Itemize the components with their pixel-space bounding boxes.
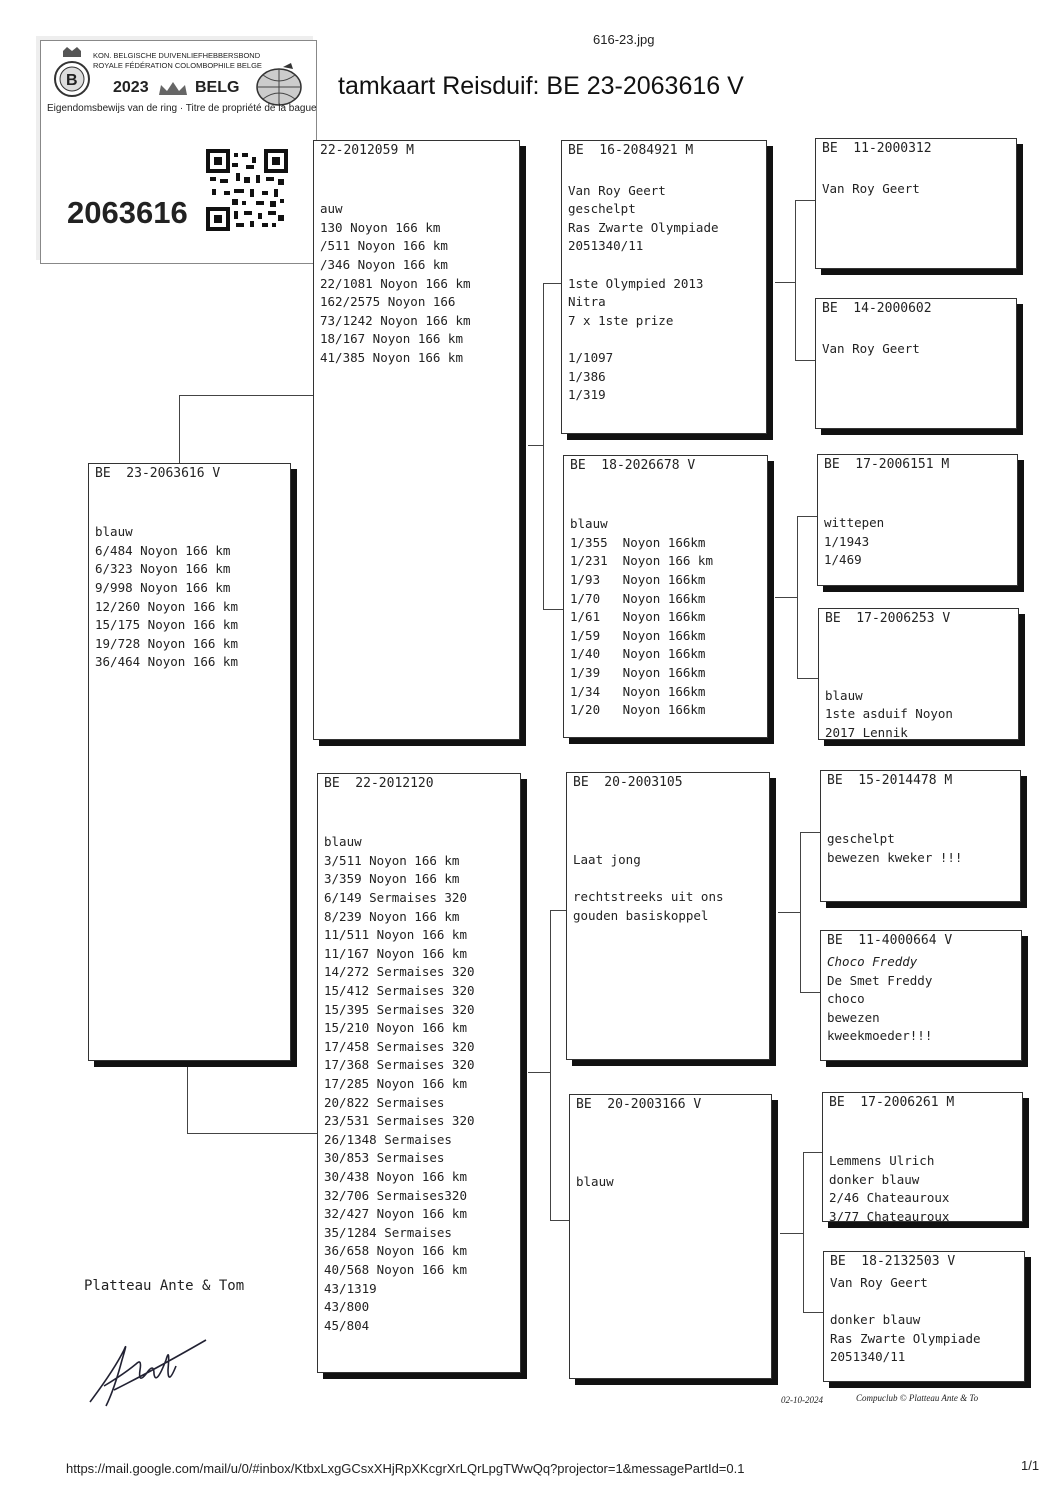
pigeon-detail-line: 1/34 Noyon 166km bbox=[570, 683, 706, 699]
print-url: https://mail.google.com/mail/u/0/#inbox/KtbxLxgGCsxXHjRpXKcgrXrLQrLpgTWwQq?projector=1&messagePartId=0.1 bbox=[66, 1461, 745, 1476]
connector bbox=[797, 678, 819, 679]
pigeon-mother bbox=[317, 773, 521, 1373]
pigeon-detail-line: 17/285 Noyon 166 km bbox=[324, 1076, 467, 1091]
pigeon-detail-line: choco bbox=[827, 991, 865, 1007]
owner-name: Platteau Ante & Tom bbox=[84, 1278, 245, 1294]
pigeon-detail-line: bewezen kweker !!! bbox=[827, 849, 963, 865]
pigeon-detail-line: 6/323 Noyon 166 km bbox=[95, 561, 231, 577]
pigeon-detail-line: 11/511 Noyon 166 km bbox=[324, 927, 467, 943]
pigeon-detail-line: 15/412 Sermaises 320 bbox=[324, 983, 475, 998]
pigeon-fff bbox=[815, 138, 1017, 269]
pigeon-detail-line: 1/59 Noyon 166km bbox=[570, 627, 706, 643]
ring-number-header: BE 23-2063616 V bbox=[95, 466, 221, 481]
pigeon-detail-line: 26/1348 Sermaises bbox=[324, 1131, 452, 1147]
pigeon-detail-line: Nitra bbox=[568, 294, 606, 310]
pigeon-detail-line: 7 x 1ste prize bbox=[568, 312, 674, 328]
pigeon-detail-line: Ras Zwarte Olympiade bbox=[830, 1330, 981, 1346]
connector bbox=[528, 1072, 550, 1073]
pigeon-detail-line: wittepen bbox=[824, 515, 885, 531]
pigeon-detail-line: 32/706 Sermaises320 bbox=[324, 1187, 467, 1203]
ring-number-header: BE 18-2026678 V bbox=[570, 458, 696, 473]
pigeon-detail-line: 3/359 Noyon 166 km bbox=[324, 871, 460, 887]
pigeon-detail-line: blauw bbox=[576, 1173, 614, 1189]
pigeon-detail-line: 130 Noyon 166 km bbox=[320, 219, 441, 235]
pigeon-detail-line: 1/20 Noyon 166km bbox=[570, 702, 706, 718]
pigeon-detail-line: 3/511 Noyon 166 km bbox=[324, 852, 460, 868]
pigeon-detail-line: 2017 Lennik bbox=[825, 725, 908, 740]
pigeon-detail-line: 11/167 Noyon 166 km bbox=[324, 945, 467, 961]
pigeon-ffm bbox=[815, 298, 1017, 429]
connector bbox=[550, 910, 567, 911]
pigeon-detail-line: 1ste Olympied 2013 bbox=[568, 275, 704, 291]
connector bbox=[795, 200, 815, 201]
connector bbox=[797, 516, 798, 678]
connector bbox=[550, 1220, 570, 1221]
pigeon-detail-line: Laat jong bbox=[573, 851, 641, 867]
ring-number-header: BE 17-2006151 M bbox=[824, 457, 950, 472]
pigeon-detail-line: 8/239 Noyon 166 km bbox=[324, 908, 460, 924]
pigeon-detail-line: 1/231 Noyon 166 km bbox=[570, 553, 713, 569]
pigeon-detail-line: kweekmoeder!!! bbox=[827, 1028, 933, 1044]
pigeon-detail-line: 32/427 Noyon 166 km bbox=[324, 1206, 467, 1222]
connector bbox=[780, 1233, 803, 1234]
ring-number-header: BE 17-2006261 M bbox=[829, 1095, 955, 1110]
ring-card-subtitle: Eigendomsbewijs van de ring · Titre de propriété de la bague bbox=[47, 103, 317, 114]
pigeon-detail-line: 18/167 Noyon 166 km bbox=[320, 331, 463, 347]
connector bbox=[775, 597, 797, 598]
pigeon-detail-line: 19/728 Noyon 166 km bbox=[95, 635, 238, 651]
pigeon-father bbox=[313, 140, 520, 740]
connector bbox=[543, 283, 562, 284]
pigeon-detail-line: rechtstreeks uit ons bbox=[573, 889, 724, 904]
pigeon-detail-line: 36/658 Noyon 166 km bbox=[324, 1243, 467, 1259]
ring-number-header: BE 18-2132503 V bbox=[830, 1254, 956, 1269]
pigeon-detail-line: 20/822 Sermaises bbox=[324, 1094, 445, 1110]
pigeon-detail-line: 6/149 Sermaises 320 bbox=[324, 890, 467, 905]
pigeon-detail-line: 17/368 Sermaises 320 bbox=[324, 1057, 475, 1073]
pigeon-detail-line: Ras Zwarte Olympiade bbox=[568, 219, 719, 235]
ring-number-header: BE 17-2006253 V bbox=[825, 611, 951, 626]
pigeon-detail-line: 14/272 Sermaises 320 bbox=[324, 964, 475, 980]
pigeon-detail-line: 1/40 Noyon 166km bbox=[570, 646, 706, 662]
pigeon-fmm bbox=[818, 608, 1019, 740]
signature-mark bbox=[84, 1330, 214, 1412]
print-filename: 616-23.jpg bbox=[593, 32, 655, 47]
ring-number-header: 22-2012059 M bbox=[320, 143, 414, 158]
pigeon-detail-line: De Smet Freddy bbox=[827, 972, 933, 988]
print-page-number: 1/1 bbox=[1021, 1458, 1040, 1473]
page-title: tamkaart Reisduif: BE 23-2063616 V bbox=[338, 72, 744, 100]
connector bbox=[775, 282, 795, 283]
pigeon-detail-line: 1/355 Noyon 166km bbox=[570, 534, 706, 550]
connector bbox=[187, 1133, 317, 1134]
pigeon-detail-line: blauw bbox=[825, 687, 863, 703]
pigeon-detail-line: Van Roy Geert bbox=[830, 1275, 928, 1290]
connector bbox=[795, 360, 815, 361]
pigeon-detail-line: 15/210 Noyon 166 km bbox=[324, 1020, 467, 1036]
pigeon-main bbox=[88, 463, 291, 1061]
connector bbox=[528, 445, 543, 446]
pigeon-mmm bbox=[823, 1251, 1025, 1382]
pigeon-detail-line: /511 Noyon 166 km bbox=[320, 238, 448, 254]
pigeon-detail-line: 1/386 bbox=[568, 368, 606, 384]
pigeon-detail-line: 43/800 bbox=[324, 1299, 370, 1315]
pigeon-mmf bbox=[822, 1092, 1023, 1222]
pigeon-detail-line: donker blauw bbox=[829, 1171, 920, 1187]
pigeon-detail-line: 1/70 Noyon 166km bbox=[570, 590, 706, 606]
crown-icon bbox=[155, 79, 191, 99]
connector bbox=[187, 1062, 188, 1134]
ring-number-header: BE 20-2003166 V bbox=[576, 1097, 702, 1112]
pigeon-detail-line: 30/438 Noyon 166 km bbox=[324, 1169, 467, 1184]
pigeon-detail-line: 40/568 Noyon 166 km bbox=[324, 1262, 467, 1277]
pigeon-detail-line: 6/484 Noyon 166 km bbox=[95, 542, 231, 558]
connector bbox=[797, 516, 817, 517]
ring-number-header: BE 15-2014478 M bbox=[827, 773, 953, 788]
pigeon-detail-line: 45/804 bbox=[324, 1317, 370, 1333]
pigeon-detail-line: 1/93 Noyon 166km bbox=[570, 572, 706, 587]
connector bbox=[800, 832, 820, 833]
connector bbox=[803, 1152, 823, 1153]
pigeon-detail-line: 1ste asduif Noyon bbox=[825, 706, 953, 722]
ring-number-header: BE 20-2003105 bbox=[573, 775, 683, 790]
ring-number-header: BE 11-2000312 bbox=[822, 141, 932, 156]
pigeon-father-mother bbox=[563, 455, 768, 738]
pigeon-detail-line: 1/1097 bbox=[568, 350, 614, 365]
pigeon-detail-line: 2051340/11 bbox=[568, 238, 644, 254]
pigeon-detail-line: 12/260 Noyon 166 km bbox=[95, 598, 238, 614]
ring-year: 2023 bbox=[113, 79, 149, 96]
federation-name-nl: KON. BELGISCHE DUIVENLIEFHEBBERSBOND bbox=[93, 51, 261, 60]
pigeon-detail-line: 1/319 bbox=[568, 387, 606, 403]
pigeon-detail-line: donker blauw bbox=[830, 1312, 921, 1328]
footer-date: 02-10-2024 bbox=[781, 1395, 823, 1405]
connector bbox=[179, 395, 180, 465]
ring-number-header: BE 16-2084921 M bbox=[568, 143, 694, 158]
pigeon-detail-line: 1/1943 bbox=[824, 533, 870, 549]
pigeon-detail-line: 1/469 bbox=[824, 552, 862, 568]
pigeon-detail-line: 36/464 Noyon 166 km bbox=[95, 654, 238, 670]
ring-card bbox=[40, 40, 317, 264]
pigeon-detail-line: Van Roy Geert bbox=[822, 180, 920, 196]
ring-number-header: BE 11-4000664 V bbox=[827, 933, 953, 948]
pigeon-detail-line: 30/853 Sermaises bbox=[324, 1150, 445, 1166]
connector bbox=[800, 832, 801, 992]
connector bbox=[543, 609, 565, 610]
pigeon-father-father bbox=[561, 140, 767, 434]
federation-name-fr: ROYALE FÉDÉRATION COLOMBOPHILE BELGE bbox=[93, 61, 262, 70]
ring-country: BELG bbox=[195, 79, 240, 96]
pigeon-detail-line: 1/39 Noyon 166km bbox=[570, 665, 706, 680]
connector bbox=[803, 1152, 804, 1312]
pigeon-detail-line: 15/175 Noyon 166 km bbox=[95, 617, 238, 633]
pigeon-detail-line: 73/1242 Noyon 166 km bbox=[320, 312, 471, 328]
pigeon-detail-line: 35/1284 Sermaises bbox=[324, 1224, 452, 1240]
pigeon-fmf bbox=[817, 454, 1018, 586]
connector bbox=[778, 912, 800, 913]
connector bbox=[795, 200, 796, 360]
connector bbox=[803, 1312, 823, 1313]
pigeon-detail-line: Lemmens Ulrich bbox=[829, 1153, 935, 1169]
ring-number-header: BE 22-2012120 bbox=[324, 776, 434, 791]
ring-number-header: BE 14-2000602 bbox=[822, 301, 932, 316]
pigeon-detail-line: 23/531 Sermaises 320 bbox=[324, 1113, 475, 1129]
pigeon-detail-line: 1/61 Noyon 166km bbox=[570, 609, 706, 625]
pigeon-detail-line: 162/2575 Noyon 166 bbox=[320, 294, 456, 310]
crest-letter: B bbox=[66, 72, 78, 89]
pigeon-detail-line: geschelpt bbox=[827, 831, 895, 847]
pigeon-detail-line: blauw bbox=[324, 834, 362, 850]
connector bbox=[800, 992, 820, 993]
pigeon-detail-line: bewezen bbox=[827, 1009, 880, 1025]
pigeon-detail-line: 2/46 Chateauroux bbox=[829, 1190, 950, 1206]
pigeon-mother-father bbox=[566, 772, 770, 1060]
qr-code-icon bbox=[206, 149, 288, 231]
pigeon-detail-line: 43/1319 bbox=[324, 1280, 377, 1296]
pigeon-detail-line: Van Roy Geert bbox=[822, 340, 920, 356]
connector bbox=[543, 283, 544, 609]
pigeon-detail-line: /346 Noyon 166 km bbox=[320, 257, 448, 272]
pigeon-detail-line: blauw bbox=[95, 524, 133, 540]
ring-number: 2063616 bbox=[67, 195, 188, 230]
pigeon-mfm bbox=[820, 930, 1022, 1061]
pigeon-mff bbox=[820, 770, 1021, 902]
connector bbox=[179, 395, 315, 396]
pigeon-detail-line: blauw bbox=[570, 516, 608, 532]
pigeon-detail-line: 15/395 Sermaises 320 bbox=[324, 1001, 475, 1017]
connector bbox=[550, 910, 551, 1220]
pigeon-detail-line: auw bbox=[320, 201, 343, 217]
pigeon-detail-line: Van Roy Geert bbox=[568, 182, 666, 198]
pigeon-detail-line: geschelpt bbox=[568, 201, 636, 217]
federation-crest-icon bbox=[49, 45, 95, 103]
pigeon-detail-line: 3/77 Chateauroux bbox=[829, 1209, 950, 1224]
pigeon-detail-line: 22/1081 Noyon 166 km bbox=[320, 275, 471, 291]
pigeon-detail-line: gouden basiskoppel bbox=[573, 907, 709, 923]
pigeon-detail-line: 2051340/11 bbox=[830, 1349, 906, 1365]
pigeon-detail-line: 9/998 Noyon 166 km bbox=[95, 580, 231, 595]
pigeon-detail-line: 17/458 Sermaises 320 bbox=[324, 1038, 475, 1054]
footer-credit: Compuclub © Platteau Ante & To bbox=[856, 1393, 979, 1403]
pigeon-detail-line: Choco Freddy bbox=[827, 954, 918, 969]
pigeon-detail-line: 41/385 Noyon 166 km bbox=[320, 350, 463, 365]
pigeon-mother-mother bbox=[569, 1094, 772, 1379]
